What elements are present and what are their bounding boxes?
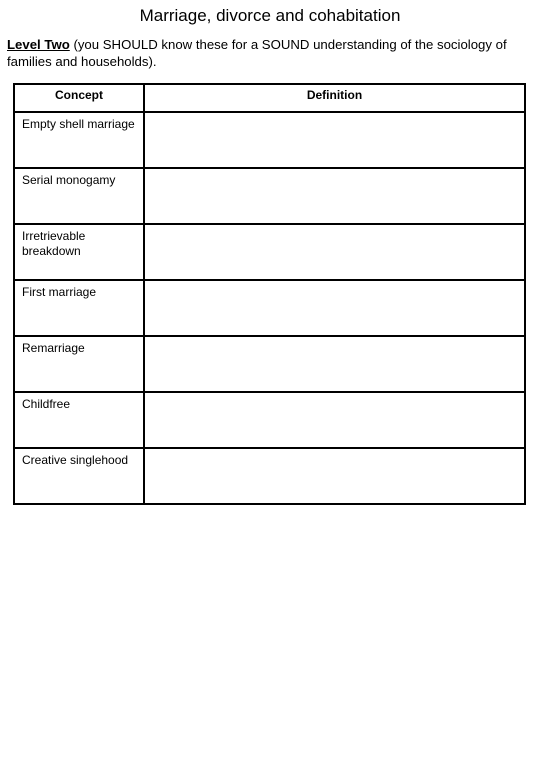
table-header-row [14, 84, 525, 112]
page-title: Marriage, divorce and cohabitation [139, 6, 401, 25]
concept-label: Empty shell marriage [22, 117, 135, 131]
table-row [14, 448, 525, 504]
definition-column-header: Definition [144, 84, 525, 112]
concept-cell [14, 168, 144, 224]
table-row [14, 280, 525, 336]
concept-cell [14, 280, 144, 336]
concept-cell [14, 112, 144, 168]
definition-cell[interactable] [144, 336, 525, 392]
concept-column-header: Concept [14, 84, 144, 112]
concept-cell [14, 448, 144, 504]
concept-label: Serial monogamy [22, 173, 116, 187]
table-row [14, 112, 525, 168]
definition-cell[interactable] [144, 392, 525, 448]
concept-cell [14, 224, 144, 280]
table-row [14, 168, 525, 224]
definition-cell[interactable] [144, 280, 525, 336]
definition-cell[interactable] [144, 112, 525, 168]
concept-cell [14, 392, 144, 448]
intro-text: (you SHOULD know these for a SOUND understanding of the sociology of families and households). [7, 37, 507, 69]
intro-paragraph [7, 37, 533, 70]
table-row [14, 224, 525, 280]
table-row [14, 336, 525, 392]
concept-label: Childfree [22, 397, 71, 411]
definition-cell[interactable] [144, 168, 525, 224]
concept-definition-table [13, 83, 526, 505]
table-row [14, 392, 525, 448]
definition-cell[interactable] [144, 448, 525, 504]
concept-label: Remarriage [22, 341, 85, 355]
concept-label: Creative singlehood [22, 453, 129, 467]
definition-cell[interactable] [144, 224, 525, 280]
level-label: Level Two [7, 37, 70, 52]
concept-label: First marriage [22, 285, 97, 299]
concept-label: Irretrievable breakdown [22, 229, 86, 258]
concept-cell [14, 336, 144, 392]
